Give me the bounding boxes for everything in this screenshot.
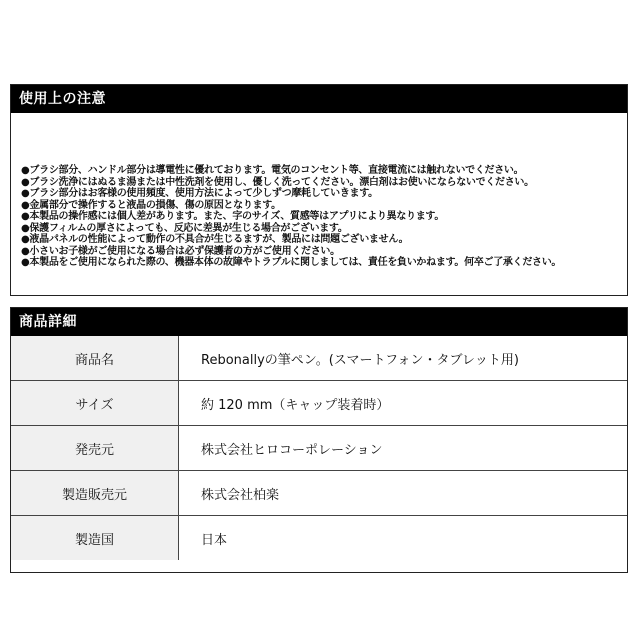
table-row [11,381,627,426]
note-item: ●保護フィルムの厚さによっても、反応に差異が生じる場合がございます。 [21,222,348,234]
note-item: ●ブラシ部分はお客様の使用頻度、使用方法によって少しずつ摩耗していきます。 [21,188,378,199]
usage-notes-section [10,84,628,296]
table-row [11,516,627,561]
row-value-distributor: 株式会社ヒロコーポレーション [179,426,628,471]
row-value-country: 日本 [179,516,628,561]
table-row [11,426,627,471]
note-item: ●液晶パネルの性能によって動作の不具合が生じるますが、製品には問題ございません。 [21,234,409,245]
note-item: ●小さいお子様がご使用になる場合は必ず保護者の方がご使用ください。 [21,245,340,257]
product-details-table [11,336,627,560]
table-row [11,471,627,516]
row-label-distributor: 発売元 [11,426,179,471]
row-value-size: 約 120 mm（キャップ装着時） [179,381,628,426]
note-item: ●本製品の操作感には個人差があります。また、字のサイズ、質感等はアプリにより異なります。 [21,211,445,222]
note-item: ●ブラシ洗浄にはぬるま湯または中性洗剤を使用し、優しく洗ってください。漂白剤はお使いにならないでください。 [21,176,534,188]
usage-notes-title: 使用上の注意 [11,85,627,113]
product-details-section [10,307,628,573]
note-item: ●ブラシ部分、ハンドル部分は導電性に優れております。電気のコンセント等、直接電流には触れないでください。 [21,165,524,176]
row-label-manufacturer: 製造販売元 [11,471,179,516]
usage-notes-list [11,113,627,269]
table-row [11,336,627,381]
row-value-product-name: Rebonallyの筆ペン。(スマートフォン・タブレット用) [179,336,628,381]
row-label-size: サイズ [11,381,179,426]
note-item: ●本製品をご使用になられた際の、機器本体の故障やトラブルに関しましては、責任を負いかねます。何卒ご了承ください。 [21,257,562,268]
row-label-product-name: 商品名 [11,336,179,381]
note-item: ●金属部分で操作すると液晶の損傷、傷の原因となります。 [21,199,281,211]
row-label-country: 製造国 [11,516,179,561]
row-value-manufacturer: 株式会社柏楽 [179,471,628,516]
product-details-title: 商品詳細 [11,308,627,336]
